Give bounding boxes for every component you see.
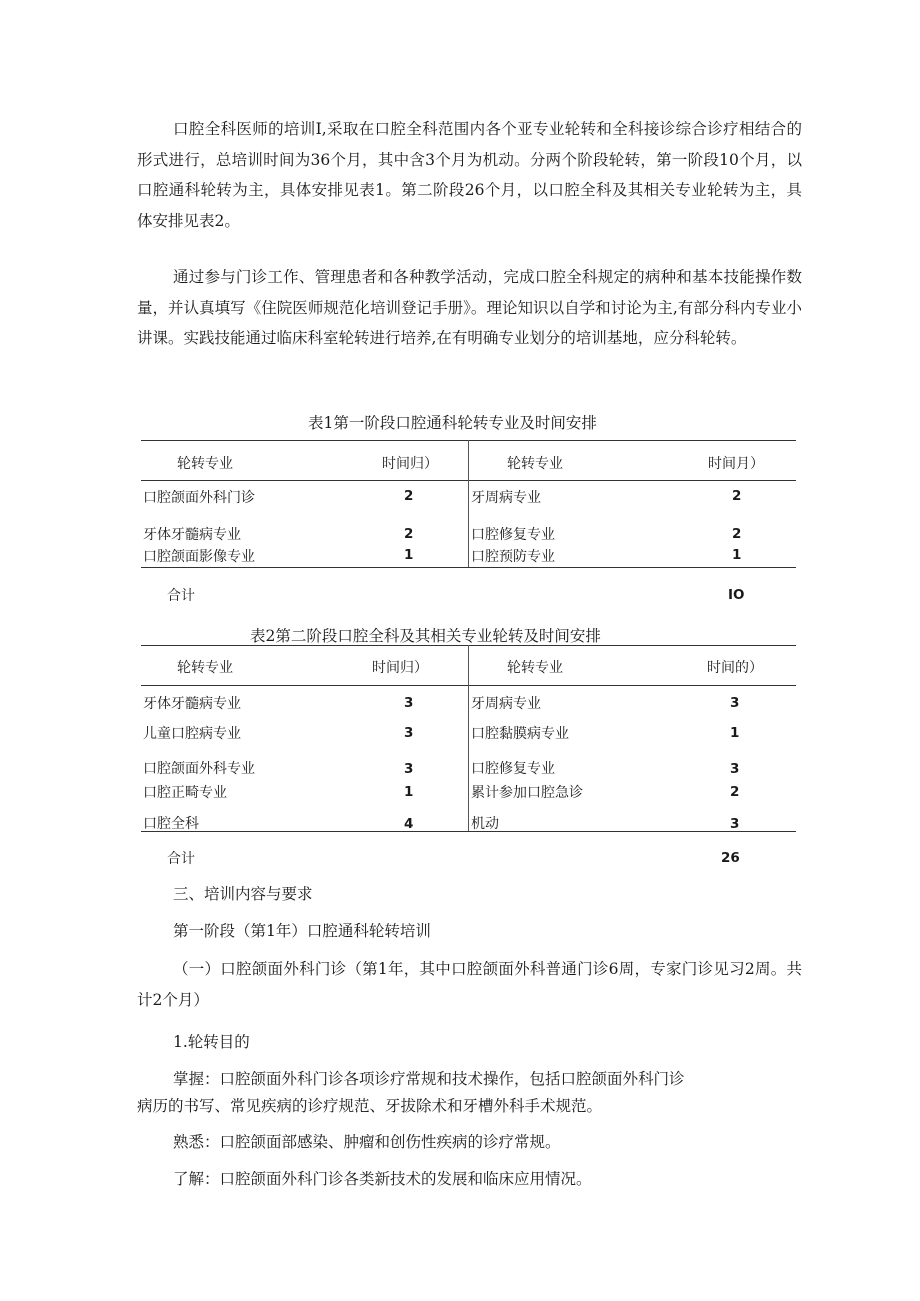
table1-r3-name1: 口腔颌面影像专业: [143, 549, 255, 565]
table2-r3-name1: 口腔颌面外科专业: [143, 761, 255, 777]
table2-header-col2: 时间归）: [372, 660, 428, 676]
table2-r1-time1: 3: [404, 695, 414, 711]
table2-r4-time2: 2: [730, 784, 740, 800]
table1-r3-time2: 1: [732, 547, 742, 563]
table2-r5-name2: 机动: [471, 816, 499, 832]
table1-divider: [468, 440, 469, 567]
intro-paragraph: 口腔全科医师的培训I,采取在口腔全科范围内各个亚专业轮转和全科接诊综合诊疗相结合的形式进行，总培训时间为36个月，其中含3个月为机动。分两个阶段轮转，第一阶段10个月，以口腔通科轮转为主，具体安排见表1。第二阶段26个月，以口腔全科及其相关专业轮转为主，具体安排见表2。: [137, 120, 802, 230]
section3-heading: 三、培训内容与要求: [173, 885, 313, 903]
table2-total-label: 合计: [167, 851, 195, 867]
table2-total-value: 26: [721, 850, 740, 866]
table1-header-col4: 时间月）: [708, 456, 764, 472]
table2-header-col4: 时间的）: [707, 660, 763, 676]
table2-r5-time2: 3: [730, 816, 740, 832]
goal-title: 1.轮转目的: [173, 1033, 250, 1051]
table2-r2-time1: 3: [404, 725, 414, 741]
table2-r1-time2: 3: [730, 695, 740, 711]
table2-header-col3: 轮转专业: [507, 660, 563, 676]
table2-r5-time1: 4: [404, 816, 414, 832]
table2-r3-time2: 3: [730, 761, 740, 777]
table2-r3-time1: 3: [404, 761, 414, 777]
table1-r2-name1: 牙体牙髓病专业: [143, 527, 241, 543]
table1-r2-time1: 2: [404, 526, 414, 542]
table1-r3-name2: 口腔预防专业: [471, 549, 555, 565]
table2-r3-name2: 口腔修复专业: [471, 761, 555, 777]
table1-total-label: 合计: [167, 588, 195, 604]
table1-r1-time1: 2: [404, 488, 414, 504]
table2-r4-time1: 1: [404, 784, 414, 800]
table1-r3-time1: 1: [404, 547, 414, 563]
table2-r4-name2: 累计参加口腔急诊: [471, 785, 583, 801]
master-line2: 病历的书写、常见疾病的诊疗规范、牙拔除术和牙槽外科手术规范。: [137, 1097, 603, 1115]
table1-total-value: IO: [728, 587, 745, 603]
table1-r1-name2: 牙周病专业: [471, 490, 541, 506]
table2-r1-name1: 牙体牙髓病专业: [143, 696, 241, 712]
table1-r1-time2: 2: [732, 488, 742, 504]
table2-r2-time2: 1: [730, 725, 740, 741]
understand-line: 了解：口腔颌面外科门诊各类新技术的发展和临床应用情况。: [173, 1170, 592, 1188]
master-line1: 掌握：口腔颌面外科门诊各项诊疗常规和技术操作，包括口腔颌面外科门诊: [173, 1070, 685, 1088]
table2-header-col1: 轮转专业: [177, 660, 233, 676]
table2-r5-name1: 口腔全科: [143, 816, 199, 832]
table2-caption: 表2第二阶段口腔全科及其相关专业轮转及时间安排: [250, 627, 601, 645]
familiar-line: 熟悉：口腔颌面部感染、肿瘤和创伤性疾病的诊疗常规。: [173, 1133, 561, 1151]
table1-bottom-rule: [141, 567, 796, 568]
table1-header-col3: 轮转专业: [507, 456, 563, 472]
table2-divider: [468, 645, 469, 831]
table2-bottom-rule: [141, 831, 796, 832]
table1-header-col2: 时间归）: [382, 456, 438, 472]
table2-r2-name2: 口腔黏膜病专业: [471, 726, 569, 742]
table1-r2-time2: 2: [732, 526, 742, 542]
stage1-heading: 第一阶段（第1年）口腔通科轮转培训: [173, 922, 431, 940]
table2-r1-name2: 牙周病专业: [471, 696, 541, 712]
table1-caption: 表1第一阶段口腔通科轮转专业及时间安排: [308, 414, 597, 432]
table1-r1-name1: 口腔颌面外科门诊: [143, 490, 255, 506]
table2-r2-name1: 儿童口腔病专业: [143, 726, 241, 742]
method-paragraph: 通过参与门诊工作、管理患者和各种教学活动，完成口腔全科规定的病种和基本技能操作数量，并认真填写《住院医师规范化培训登记手册》。理论知识以自学和讨论为主,有部分科内专业小讲课。实践技能通过临床科室轮转进行培养,在有明确专业划分的培训基地，应分科轮转。: [137, 268, 802, 347]
table1-header-col1: 轮转专业: [177, 456, 233, 472]
table1-r2-name2: 口腔修复专业: [471, 527, 555, 543]
table2-r4-name1: 口腔正畸专业: [143, 785, 227, 801]
oral-surgery-item: （一）口腔颌面外科门诊（第1年，其中口腔颌面外科普通门诊6周，专家门诊见习2周。共计2个月）: [137, 960, 802, 1009]
